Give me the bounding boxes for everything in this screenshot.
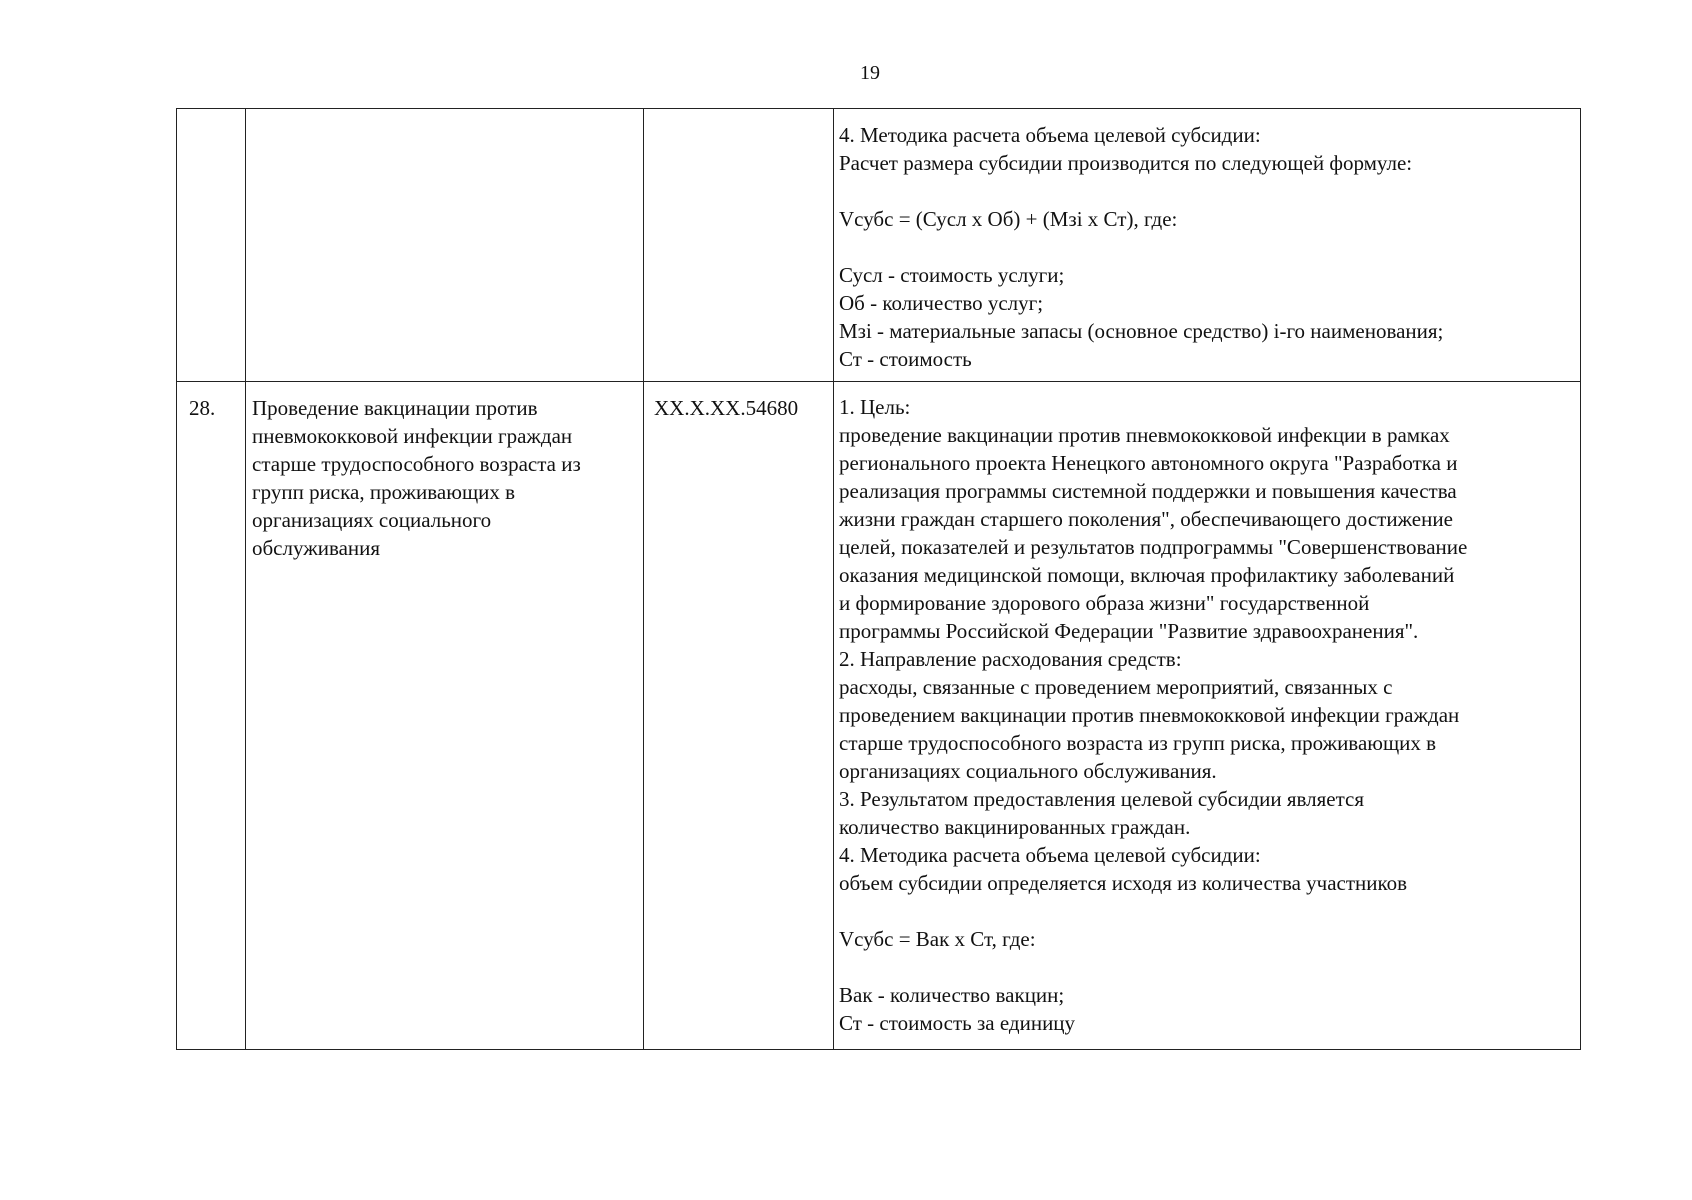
subsidy-table: [176, 108, 1581, 1050]
description-line: 1. Цель:: [839, 395, 911, 419]
name-line: пневмококковой инфекции граждан: [252, 424, 573, 448]
name-line: Проведение вакцинации против: [252, 396, 538, 420]
description-line: Ст - стоимость: [839, 347, 972, 371]
description-line: 3. Результатом предоставления целевой субсидии является: [839, 787, 1365, 811]
description-line: 4. Методика расчета объема целевой субсидии:: [839, 843, 1261, 867]
description-line: Ст - стоимость за единицу: [839, 1011, 1076, 1035]
name-line: старше трудоспособного возраста из: [252, 452, 581, 476]
formula-line: Vсубс = Вак х Ст, где:: [839, 927, 1036, 951]
budget-code: XX.X.XX.54680: [654, 396, 799, 420]
description-line: Сусл - стоимость услуги;: [839, 263, 1065, 287]
description-line: реализация программы системной поддержки и повышения качества: [839, 479, 1457, 503]
blank-line: [839, 897, 1576, 925]
description-line: Расчет размера субсидии производится по следующей формуле:: [839, 151, 1413, 175]
row-number-cell: [177, 382, 246, 1050]
page-number: 19: [860, 62, 880, 84]
description-line: организациях социального обслуживания.: [839, 759, 1217, 783]
row-name-cell: [246, 109, 644, 382]
name-line: обслуживания: [252, 536, 381, 560]
row-code-cell: [644, 382, 834, 1050]
description-line: количество вакцинированных граждан.: [839, 815, 1191, 839]
name-line: организациях социального: [252, 508, 492, 532]
description-line: 2. Направление расходования средств:: [839, 647, 1182, 671]
blank-line: [839, 233, 1576, 261]
name-line: групп риска, проживающих в: [252, 480, 516, 504]
description-line: оказания медицинской помощи, включая профилактику заболеваний: [839, 563, 1455, 587]
description-line: регионального проекта Ненецкого автономного округа "Разработка и: [839, 451, 1458, 475]
description-line: объем субсидии определяется исходя из количества участников: [839, 871, 1408, 895]
description-line: жизни граждан старшего поколения", обеспечивающего достижение: [839, 507, 1453, 531]
description-line: Об - количество услуг;: [839, 291, 1044, 315]
table-row: [177, 109, 1581, 382]
blank-line: [839, 953, 1576, 981]
description-line: Мзi - материальные запасы (основное средство) i-го наименования;: [839, 319, 1444, 343]
row-description-cell: [834, 109, 1581, 382]
formula-line: Vсубс = (Сусл х Об) + (Мзi х Ст), где:: [839, 207, 1178, 231]
row-name-cell: [246, 382, 644, 1050]
table-row: [177, 382, 1581, 1050]
description-line: Вак - количество вакцин;: [839, 983, 1065, 1007]
description-line: проведение вакцинации против пневмококковой инфекции в рамках: [839, 423, 1450, 447]
description-line: расходы, связанные с проведением мероприятий, связанных с: [839, 675, 1393, 699]
row-description-cell: [834, 382, 1581, 1050]
description-line: 4. Методика расчета объема целевой субсидии:: [839, 123, 1261, 147]
description-line: проведением вакцинации против пневмококковой инфекции граждан: [839, 703, 1460, 727]
row-code-cell: [644, 109, 834, 382]
description-line: программы Российской Федерации "Развитие здравоохранения".: [839, 619, 1419, 643]
description-line: целей, показателей и результатов подпрограммы "Совершенствование: [839, 535, 1468, 559]
description-line: старше трудоспособного возраста из групп риска, проживающих в: [839, 731, 1437, 755]
description-line: и формирование здорового образа жизни" государственной: [839, 591, 1370, 615]
row-number: 28.: [189, 396, 216, 420]
blank-line: [839, 177, 1576, 205]
row-number-cell: [177, 109, 246, 382]
